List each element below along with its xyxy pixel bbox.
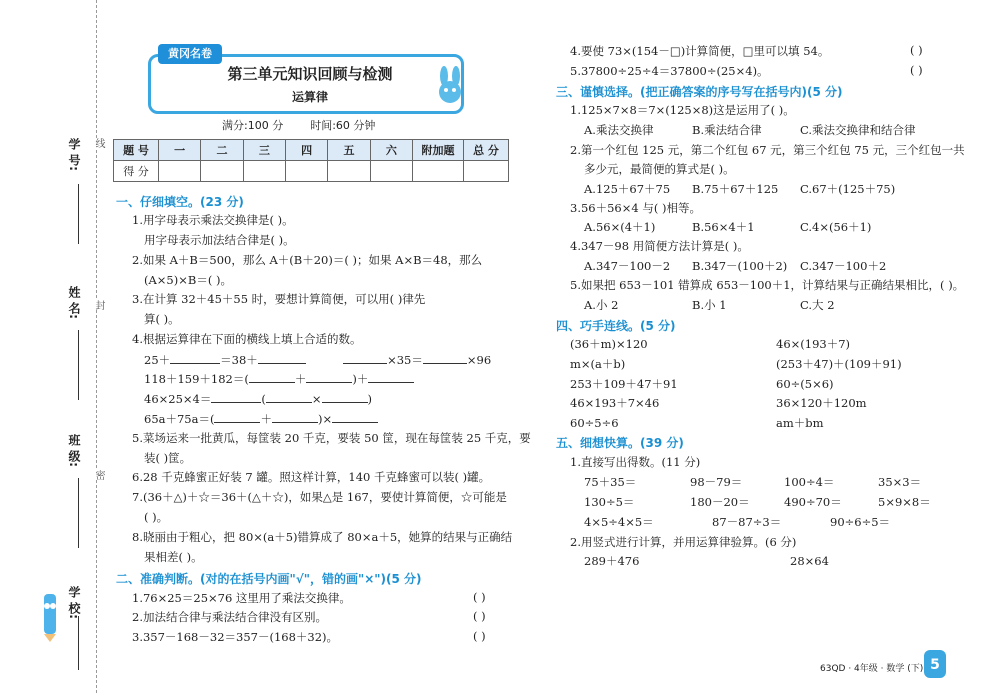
calc-item[interactable]: 130÷5＝: [584, 495, 635, 509]
section-4-heading: 四、巧手连线。(5 分): [556, 319, 676, 333]
section-3-heading: 三、谨慎选择。(把正确答案的序号写在括号内)(5 分): [556, 85, 843, 99]
fill-blank[interactable]: [258, 351, 306, 364]
match-right-4[interactable]: 36×120＋120m: [776, 396, 867, 410]
page-number: 5: [924, 650, 946, 678]
score-table: [113, 139, 509, 182]
q4-row-1-text: ＝38＋: [220, 353, 258, 367]
judge-1: 1.76×25＝25×76 这里用了乘法交换律。: [132, 591, 351, 605]
match-left-2[interactable]: m×(a＋b): [570, 357, 626, 371]
calc-item[interactable]: 35×3＝: [878, 475, 922, 489]
fill-blank[interactable]: [272, 410, 318, 423]
pencil-mascot-icon: [38, 590, 62, 644]
q4-row-1-text: 25＋: [144, 353, 171, 367]
section-1-heading: 一、仔细填空。(23 分): [116, 195, 244, 209]
choice-4-option-c[interactable]: C.347－100＋2: [800, 259, 887, 273]
judge-4: 4.要使 73×(154－□)计算简便，□里可以填 54。: [570, 44, 830, 58]
q4-row-2-text: )＋: [352, 372, 369, 386]
school-line: [78, 616, 79, 670]
q2-line-a: 2.如果 A＋B＝500，那么 A＋(B＋20)＝( )；如果 A×B＝48，那么: [132, 253, 483, 267]
answer-paren[interactable]: ( ): [473, 629, 486, 643]
q4-row-3-text: ): [367, 392, 372, 406]
class-label: 班 级:: [67, 434, 81, 467]
match-right-1[interactable]: 46×(193＋7): [776, 337, 851, 351]
judge-3: 3.357－168－32＝357－(168＋32)。: [132, 630, 339, 644]
cut-mark-mi: 密: [93, 470, 104, 480]
choice-2-option-a[interactable]: A.125＋67＋75: [584, 182, 671, 196]
score-table-score-row: [114, 161, 509, 182]
calc-item[interactable]: 490÷70＝: [784, 495, 842, 509]
calc-item[interactable]: 98－79＝: [690, 475, 743, 489]
q5-line-a: 5.菜场运来一批黄瓜，每筐装 20 千克，要装 50 筐，现在每筐装 25 千克，要: [132, 431, 531, 445]
full-score: 满分:100 分: [222, 119, 284, 132]
choice-1-option-a[interactable]: A.乘法交换律: [584, 123, 654, 137]
choice-4-option-a[interactable]: A.347－100－2: [584, 259, 671, 273]
score-cell[interactable]: [201, 161, 243, 182]
answer-paren[interactable]: ( ): [910, 43, 923, 57]
choice-3: 3.56＋56×4 与( )相等。: [570, 201, 701, 215]
score-cell[interactable]: [159, 161, 201, 182]
fill-blank[interactable]: [211, 390, 261, 403]
q5-line-b: 装( )筐。: [144, 451, 192, 465]
section-2-heading: 二、准确判断。(对的在括号内画"√"，错的画"×")(5 分): [116, 572, 422, 586]
fill-blank[interactable]: [214, 410, 260, 423]
calc-1-heading: 1.直接写出得数。(11 分): [570, 455, 701, 469]
calc-item[interactable]: 180－20＝: [690, 495, 750, 509]
fill-blank[interactable]: [306, 370, 352, 383]
student-name-label: 姓 名:: [67, 286, 81, 319]
score-col-1: 一: [159, 140, 201, 161]
fill-blank[interactable]: [170, 351, 220, 364]
q4-row-1-text: ×35＝: [387, 353, 423, 367]
q7-line-b: ( )。: [144, 510, 169, 524]
class-line: [78, 478, 79, 548]
page-subtitle: 运算律: [291, 90, 328, 104]
q4-row-4-text: )×: [317, 412, 333, 426]
q4-row-3-text: (: [261, 392, 266, 406]
answer-paren[interactable]: ( ): [473, 590, 486, 604]
vertical-calc-1[interactable]: 289＋476: [584, 554, 640, 568]
match-left-3[interactable]: 253＋109＋47＋91: [570, 377, 678, 391]
fill-blank[interactable]: [332, 410, 378, 423]
score-col-bonus: 附加题: [413, 140, 464, 161]
match-right-3[interactable]: 60÷(5×6): [776, 377, 834, 391]
answer-paren[interactable]: ( ): [473, 609, 486, 623]
exam-meta: [222, 117, 375, 133]
score-col-total: 总 分: [464, 140, 509, 161]
choice-4-option-b[interactable]: B.347－(100＋2): [692, 259, 788, 273]
q4-row-4-text: 65a＋75a＝(: [144, 412, 215, 426]
bunny-mascot-icon: [428, 66, 472, 110]
choice-2-option-b[interactable]: B.75＋67＋125: [692, 182, 779, 196]
fill-blank[interactable]: [266, 390, 312, 403]
q4-row-3: [144, 390, 372, 407]
choice-5: 5.如果把 653－101 错算成 653－100＋1，计算结果与正确结果相比，( )。: [570, 278, 965, 292]
match-right-5[interactable]: am＋bm: [776, 416, 824, 430]
calc-item[interactable]: 100÷4＝: [784, 475, 835, 489]
choice-1-option-b[interactable]: B.乘法结合律: [692, 123, 762, 137]
judge-5: 5.37800÷25÷4＝37800÷(25×4)。: [570, 64, 769, 78]
fill-blank[interactable]: [423, 351, 467, 364]
fill-blank[interactable]: [322, 390, 368, 403]
fill-blank[interactable]: [368, 370, 414, 383]
choice-5-option-c[interactable]: C.大 2: [800, 298, 835, 312]
q4-row-1-text: ×96: [466, 353, 492, 367]
calc-item[interactable]: 4×5÷4×5＝: [584, 515, 654, 529]
q3-line-a: 3.在计算 32＋45＋55 时，要想计算简便，可以用( )律先: [132, 292, 426, 306]
fill-blank[interactable]: [343, 351, 387, 364]
q8-line-b: 果相差( )。: [144, 550, 203, 564]
choice-2-line-b: 多少元，最简便的算式是( )。: [584, 162, 735, 176]
choice-5-option-b[interactable]: B.小 1: [692, 298, 727, 312]
binding-dashed-line: [96, 0, 97, 693]
score-row-label: 得 分: [114, 161, 159, 182]
match-left-4[interactable]: 46×193＋7×46: [570, 396, 660, 410]
choice-4: 4.347－98 用简便方法计算是( )。: [570, 239, 749, 253]
q4-row-3-text: 46×25×4＝: [144, 392, 212, 406]
choice-2-option-c[interactable]: C.67＋(125＋75): [800, 182, 896, 196]
score-cell[interactable]: [413, 161, 464, 182]
score-cell[interactable]: [464, 161, 509, 182]
q4-line: 4.根据运算律在下面的横线上填上合适的数。: [132, 332, 362, 346]
score-table-header-row: [114, 140, 509, 161]
score-cell[interactable]: [243, 161, 285, 182]
fill-blank[interactable]: [249, 370, 295, 383]
match-left-5[interactable]: 60÷5÷6: [570, 416, 619, 430]
calc-item[interactable]: 5×9×8＝: [878, 495, 931, 509]
score-col-4: 四: [285, 140, 327, 161]
choice-1: 1.125×7×8＝7×(125×8)这是运用了( )。: [570, 103, 795, 117]
calc-item[interactable]: 87－87÷3＝: [712, 515, 782, 529]
score-col-label: 题 号: [114, 140, 159, 161]
student-name-line: [78, 330, 79, 400]
student-number-label: 学 号:: [67, 138, 81, 171]
q4-row-4: [144, 410, 378, 427]
calc-item[interactable]: 75＋35＝: [584, 475, 637, 489]
q7-line-a: 7.(36＋△)＋☆＝36＋(△＋☆)，如果△是 167，要使计算简便，☆可能是: [132, 490, 507, 504]
exam-time: 时间:60 分钟: [310, 119, 376, 132]
page-title: 第三单元知识回顾与检测: [227, 65, 393, 83]
choice-3-option-c[interactable]: C.4×(56＋1): [800, 220, 872, 234]
answer-paren[interactable]: ( ): [910, 63, 923, 77]
q1-line-b: 用字母表示加法结合律是( )。: [144, 233, 295, 247]
school-label: 学 校:: [67, 586, 81, 619]
calc-2-heading: 2.用竖式进行计算，并用运算律验算。(6 分): [570, 535, 797, 549]
score-col-6: 六: [370, 140, 412, 161]
q4-row-2-text: ＋: [294, 372, 307, 386]
score-col-5: 五: [328, 140, 370, 161]
match-right-2[interactable]: (253＋47)＋(109＋91): [776, 357, 902, 371]
q4-row-2-text: 118＋159＋182＝(: [144, 372, 249, 386]
score-col-2: 二: [201, 140, 243, 161]
score-col-3: 三: [243, 140, 285, 161]
q4-row-4-text: ＋: [260, 412, 272, 426]
brand-logo: 黄冈名卷: [158, 44, 222, 64]
score-cell[interactable]: [370, 161, 412, 182]
q4-row-2: [144, 370, 414, 387]
q8-line-a: 8.晓丽由于粗心，把 80×(a＋5)错算成了 80×a＋5，她算的结果与正确结: [132, 530, 513, 544]
q3-line-b: 算( )。: [144, 312, 180, 326]
judge-2: 2.加法结合律与乘法结合律没有区别。: [132, 610, 327, 624]
match-left-1[interactable]: (36＋m)×120: [570, 337, 648, 351]
choice-1-option-c[interactable]: C.乘法交换律和结合律: [800, 123, 916, 137]
calc-item[interactable]: 90÷6÷5＝: [830, 515, 891, 529]
vertical-calc-2[interactable]: 28×64: [790, 554, 829, 568]
score-cell[interactable]: [285, 161, 327, 182]
q2-line-b: (A×5)×B＝( )。: [144, 273, 232, 287]
choice-2-line-a: 2.第一个红包 125 元，第二个红包 67 元，第三个红包 75 元，三个红包一共: [570, 143, 965, 157]
section-5-heading: 五、细想快算。(39 分): [556, 436, 684, 450]
score-cell[interactable]: [328, 161, 370, 182]
cut-mark-xian: 线: [93, 138, 104, 148]
q6-line: 6.28 千克蜂蜜正好装 7 罐。照这样计算，140 千克蜂蜜可以装( )罐。: [132, 470, 491, 484]
footer-code: 63QD · 4年级 · 数学 (下): [820, 664, 924, 674]
choice-5-option-a[interactable]: A.小 2: [584, 298, 619, 312]
q4-row-3-text: ×: [311, 392, 322, 406]
q1-line-a: 1.用字母表示乘法交换律是( )。: [132, 213, 294, 227]
q4-row-1: [144, 351, 491, 368]
choice-3-option-b[interactable]: B.56×4＋1: [692, 220, 755, 234]
student-number-line: [78, 184, 79, 244]
choice-3-option-a[interactable]: A.56×(4＋1): [584, 220, 656, 234]
cut-mark-feng: 封: [93, 300, 104, 310]
